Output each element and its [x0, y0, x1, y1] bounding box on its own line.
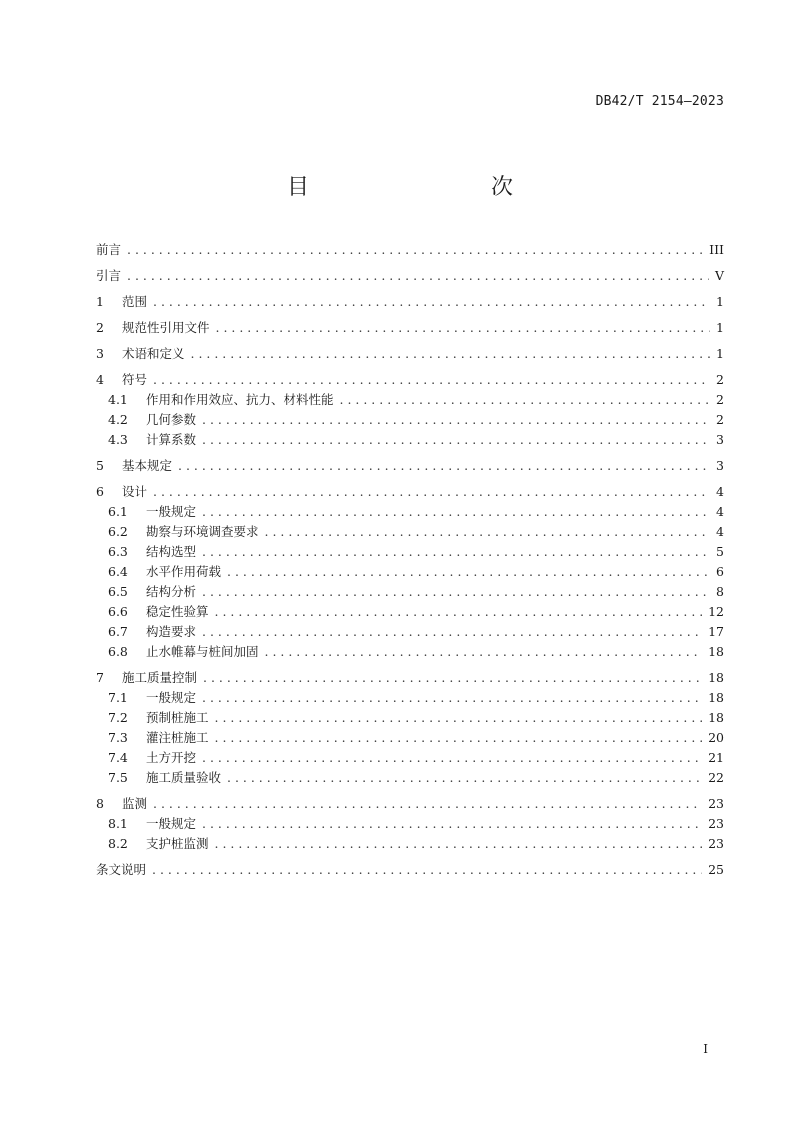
toc-dot-leader: [153, 370, 710, 390]
toc-entry-page: 3: [716, 432, 724, 447]
toc-entry-number: 6.6: [108, 604, 128, 619]
toc-entry[interactable]: [96, 240, 724, 260]
toc-entry[interactable]: [96, 266, 724, 286]
toc-entry-page: 18: [708, 710, 724, 725]
toc-entry-label: 设计: [122, 484, 148, 499]
toc-dot-leader: [340, 390, 711, 410]
toc-entry-label: 施工质量控制: [122, 670, 198, 685]
toc-entry-label: 计算系数: [146, 432, 197, 447]
toc-entry[interactable]: [96, 814, 724, 834]
toc-entry[interactable]: [96, 794, 724, 814]
toc-entry[interactable]: [96, 292, 724, 312]
toc-entry[interactable]: [96, 748, 724, 768]
toc-entry-label: 稳定性验算: [146, 604, 209, 619]
toc-entry[interactable]: [96, 728, 724, 748]
toc-entry[interactable]: [96, 410, 724, 430]
toc-entry-label: 规范性引用文件: [122, 320, 210, 335]
toc-entry[interactable]: [96, 562, 724, 582]
toc-entry-number: 8.1: [108, 816, 128, 831]
toc-dot-leader: [202, 410, 710, 430]
toc-entry-page: 1: [716, 294, 724, 309]
toc-entry-page: 22: [708, 770, 724, 785]
toc-entry-label: 条文说明: [96, 862, 147, 877]
toc-entry-page: 3: [716, 458, 724, 473]
toc-entry-label: 水平作用荷载: [146, 564, 222, 579]
toc-entry[interactable]: [96, 390, 724, 410]
toc-entry-number: 7.3: [108, 730, 128, 745]
toc-dot-leader: [265, 522, 711, 542]
toc-entry-number: 4.3: [108, 432, 128, 447]
toc-entry[interactable]: [96, 344, 724, 364]
toc-entry[interactable]: [96, 318, 724, 338]
toc-dot-leader: [153, 794, 702, 814]
toc-entry-label: 构造要求: [146, 624, 197, 639]
toc-entry-number: 7.4: [108, 750, 128, 765]
toc-dot-leader: [178, 456, 710, 476]
toc-entry-page: 6: [716, 564, 724, 579]
toc-entry-number: 7.1: [108, 690, 128, 705]
toc-entry-number: 7.2: [108, 710, 128, 725]
toc-dot-leader: [153, 482, 710, 502]
toc-entry-page: 2: [716, 412, 724, 427]
toc-dot-leader: [202, 502, 710, 522]
toc-dot-leader: [215, 728, 703, 748]
toc-entry-label: 一般规定: [146, 816, 197, 831]
toc-entry-label: 结构选型: [146, 544, 197, 559]
toc-entry-page: 23: [708, 796, 724, 811]
toc-entry-page: V: [714, 268, 724, 283]
toc-entry[interactable]: [96, 834, 724, 854]
toc-dot-leader: [202, 748, 702, 768]
toc-entry-number: 8.2: [108, 836, 128, 851]
toc-entry-page: 25: [708, 862, 724, 877]
document-code: DB42/T 2154—2023: [595, 94, 724, 109]
toc-dot-leader: [202, 430, 710, 450]
toc-entry-page: 20: [708, 730, 724, 745]
toc-entry-page: 12: [708, 604, 724, 619]
toc-entry-page: 4: [716, 524, 724, 539]
toc-dot-leader: [215, 834, 703, 854]
toc-entry-number: 4.1: [108, 392, 128, 407]
toc-dot-leader: [265, 642, 703, 662]
toc-entry[interactable]: [96, 502, 724, 522]
toc-entry-page: 18: [708, 644, 724, 659]
toc-entry-number: 6.3: [108, 544, 128, 559]
toc-dot-leader: [202, 542, 710, 562]
toc-entry-label: 引言: [96, 268, 122, 283]
toc-dot-leader: [202, 622, 702, 642]
toc-dot-leader: [216, 318, 711, 338]
toc-entry-number: 7: [96, 670, 104, 685]
toc-entry-page: 18: [708, 690, 724, 705]
toc-entry-label: 术语和定义: [122, 346, 185, 361]
toc-entry[interactable]: [96, 542, 724, 562]
toc-entry-page: 1: [716, 346, 724, 361]
toc-dot-leader: [227, 562, 710, 582]
toc-entry-label: 预制桩施工: [146, 710, 209, 725]
toc-entry-label: 土方开挖: [146, 750, 197, 765]
toc-entry-label: 灌注桩施工: [146, 730, 209, 745]
toc-dot-leader: [202, 814, 702, 834]
toc-entry-page: 23: [708, 836, 724, 851]
toc-entry-page: 17: [708, 624, 724, 639]
toc-entry-label: 结构分析: [146, 584, 197, 599]
toc-entry-number: 7.5: [108, 770, 128, 785]
toc-entry-label: 符号: [122, 372, 148, 387]
toc-entry-page: 2: [716, 372, 724, 387]
toc-dot-leader: [202, 582, 710, 602]
toc-entry-number: 6.2: [108, 524, 128, 539]
toc-entry-page: 1: [716, 320, 724, 335]
toc-entry-page: 5: [716, 544, 724, 559]
toc-entry-number: 6.7: [108, 624, 128, 639]
toc-entry-number: 6.5: [108, 584, 128, 599]
toc-entry-number: 5: [96, 458, 104, 473]
toc-entry-label: 范围: [122, 294, 148, 309]
toc-dot-leader: [153, 292, 710, 312]
toc-entry[interactable]: [96, 582, 724, 602]
toc-entry-number: 6: [96, 484, 104, 499]
toc-entry-label: 支护桩监测: [146, 836, 209, 851]
toc-entry-page: III: [709, 242, 724, 257]
toc-entry-page: 4: [716, 484, 724, 499]
toc-dot-leader: [215, 602, 703, 622]
toc-entry-page: 23: [708, 816, 724, 831]
toc-entry-number: 6.1: [108, 504, 128, 519]
toc-entry[interactable]: [96, 622, 724, 642]
toc-dot-leader: [202, 688, 702, 708]
toc-entry-page: 18: [708, 670, 724, 685]
page-number: I: [703, 1042, 708, 1056]
toc-entry[interactable]: [96, 482, 724, 502]
toc-entry-number: 1: [96, 294, 104, 309]
toc-entry-label: 勘察与环境调查要求: [146, 524, 259, 539]
page-title: 目 次: [286, 175, 559, 200]
toc-entry[interactable]: [96, 708, 724, 728]
toc-entry-label: 监测: [122, 796, 148, 811]
toc-entry-number: 3: [96, 346, 104, 361]
toc-entry[interactable]: [96, 456, 724, 476]
toc-entry[interactable]: [96, 430, 724, 450]
toc-entry-number: 4.2: [108, 412, 128, 427]
toc-entry[interactable]: [96, 668, 724, 688]
toc-entry-page: 21: [708, 750, 724, 765]
toc-entry-number: 6.4: [108, 564, 128, 579]
toc-dot-leader: [127, 240, 703, 260]
toc-dot-leader: [215, 708, 703, 728]
toc-dot-leader: [127, 266, 709, 286]
toc-entry-label: 一般规定: [146, 690, 197, 705]
toc-entry[interactable]: [96, 602, 724, 622]
toc-entry-page: 4: [716, 504, 724, 519]
toc-entry-label: 基本规定: [122, 458, 173, 473]
toc-dot-leader: [191, 344, 711, 364]
toc-entry-label: 一般规定: [146, 504, 197, 519]
toc-dot-leader: [203, 668, 702, 688]
toc-entry[interactable]: [96, 642, 724, 662]
toc-entry[interactable]: [96, 370, 724, 390]
toc-entry-label: 前言: [96, 242, 122, 257]
toc-entry-label: 施工质量验收: [146, 770, 222, 785]
toc-entry[interactable]: [96, 768, 724, 788]
toc-dot-leader: [227, 768, 702, 788]
toc-entry-number: 6.8: [108, 644, 128, 659]
toc-entry-page: 2: [716, 392, 724, 407]
toc-entry-label: 止水帷幕与桩间加固: [146, 644, 259, 659]
toc-entry-number: 2: [96, 320, 104, 335]
toc-entry-page: 8: [716, 584, 724, 599]
table-of-contents: [96, 240, 724, 880]
toc-entry-number: 8: [96, 796, 104, 811]
toc-entry-label: 作用和作用效应、抗力、材料性能: [146, 392, 334, 407]
toc-entry-number: 4: [96, 372, 104, 387]
toc-entry[interactable]: [96, 860, 724, 880]
toc-entry-label: 几何参数: [146, 412, 197, 427]
toc-entry[interactable]: [96, 688, 724, 708]
toc-dot-leader: [152, 860, 702, 880]
toc-entry[interactable]: [96, 522, 724, 542]
